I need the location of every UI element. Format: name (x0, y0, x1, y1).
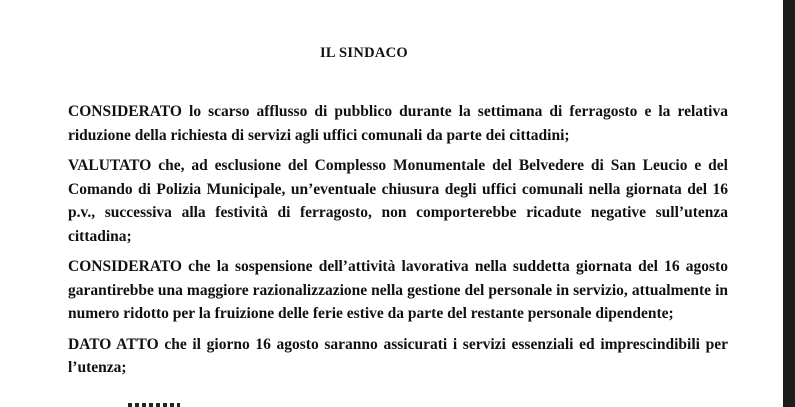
paragraph-considerato-sospensione: CONSIDERATO che la sospensione dell’attività lavorativa nella suddetta giornata del 16 agosto garantirebbe una maggiore razionalizzazione nella gestione del personale in servizio, attualmente in numero ridotto per la fruizione delle ferie estive da parte del restante personale dipendente; (68, 258, 728, 322)
document-body (68, 100, 728, 389)
page-edge-band (783, 0, 795, 407)
document-title: IL SINDACO (319, 45, 408, 61)
paragraph-dato-atto-servizi: DATO ATTO che il giorno 16 agosto saranno assicurati i servizi essenziali ed imprescindibili per l’utenza; (68, 335, 728, 376)
paragraph-considerato-afflusso: CONSIDERATO lo scarso afflusso di pubblico durante la settimana di ferragosto e la relativa riduzione della richiesta di servizi agli uffici comunali da parte dei cittadini; (68, 103, 728, 144)
cutoff-text-fragment (128, 403, 180, 407)
paragraph-valutato-chiusura: VALUTATO che, ad esclusione del Complesso Monumentale del Belvedere di San Leucio e del Comando di Polizia Municipale, un’eventuale chiusura degli uffici comunali nella giornata del 16 p.v., successiva alla festività di ferragosto, non comporterebbe ricadute negative sull’utenza cittadina; (68, 157, 728, 245)
